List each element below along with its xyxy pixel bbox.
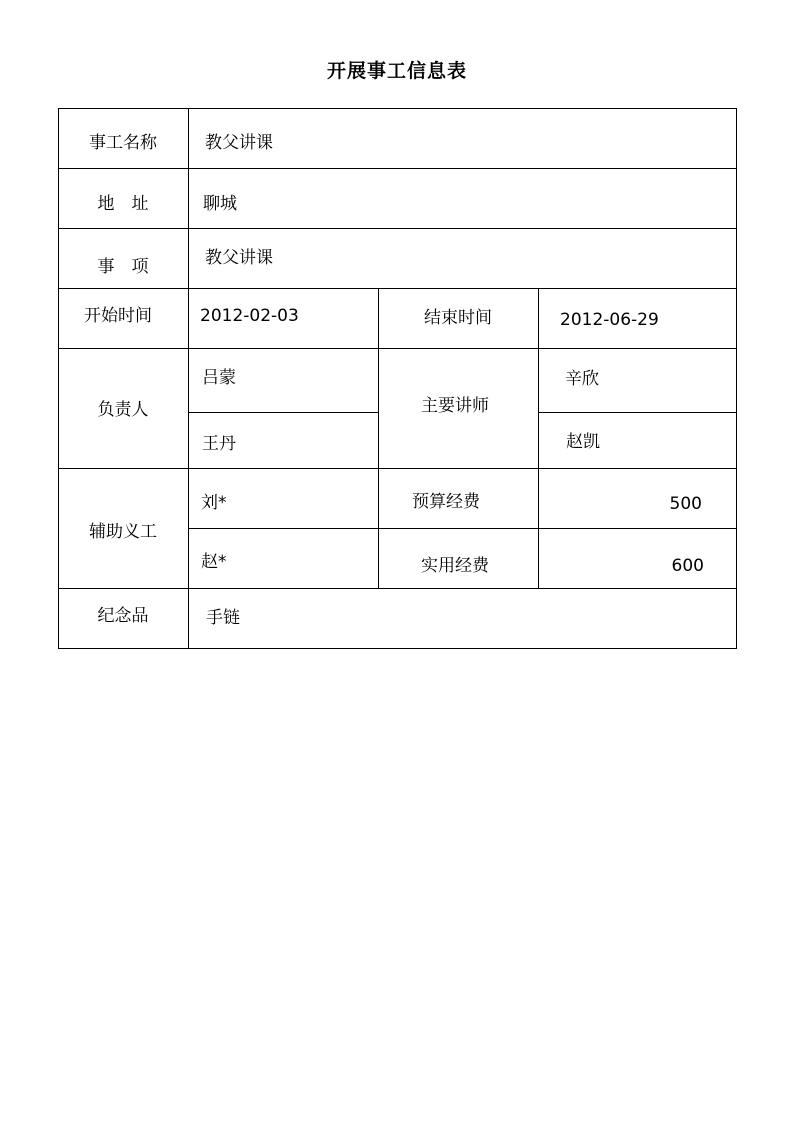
page-title: 开展事工信息表: [326, 60, 467, 82]
column-divider: [538, 288, 539, 588]
end-time-value: 2012-06-29: [560, 310, 659, 330]
row-divider: [58, 588, 737, 589]
souvenir-label: 纪念品: [97, 606, 149, 626]
row-divider: [58, 288, 737, 289]
row-divider: [58, 468, 737, 469]
row-divider: [58, 228, 737, 229]
souvenir-value: 手链: [206, 608, 240, 628]
budget-label: 预算经费: [412, 492, 480, 512]
row-divider: [58, 348, 737, 349]
start-time-label: 开始时间: [84, 306, 152, 326]
column-divider: [378, 288, 379, 588]
ministry-name-label: 事工名称: [89, 133, 157, 153]
responsible-person: 王丹: [202, 434, 236, 454]
address-value: 聊城: [203, 194, 237, 214]
table-border-top: [58, 108, 737, 109]
volunteer-name: 刘*: [201, 493, 227, 513]
volunteer-label: 辅助义工: [89, 522, 157, 542]
start-time-value: 2012-02-03: [200, 306, 299, 326]
ministry-name-value: 教父讲课: [205, 133, 273, 153]
item-value: 教父讲课: [205, 248, 273, 268]
lecturer-label: 主要讲师: [421, 396, 489, 416]
actual-label: 实用经费: [421, 556, 489, 576]
table-border-left: [58, 108, 59, 649]
item-label: 事 项: [97, 257, 149, 277]
responsible-person: 吕蒙: [202, 368, 236, 388]
row-divider: [538, 412, 737, 413]
address-label: 地 址: [97, 194, 149, 214]
lecturer-name: 赵凯: [566, 432, 600, 452]
budget-value: 500: [669, 494, 702, 514]
lecturer-name: 辛欣: [565, 369, 599, 389]
volunteer-name: 赵*: [201, 552, 227, 572]
row-divider: [58, 168, 737, 169]
end-time-label: 结束时间: [424, 308, 492, 328]
table-border-bottom: [58, 648, 737, 649]
column-divider: [188, 108, 189, 649]
row-divider: [188, 412, 378, 413]
info-table: [58, 108, 737, 648]
table-border-right: [736, 108, 737, 649]
row-divider: [188, 528, 737, 529]
responsible-label: 负责人: [97, 400, 149, 420]
actual-value: 600: [671, 556, 704, 576]
